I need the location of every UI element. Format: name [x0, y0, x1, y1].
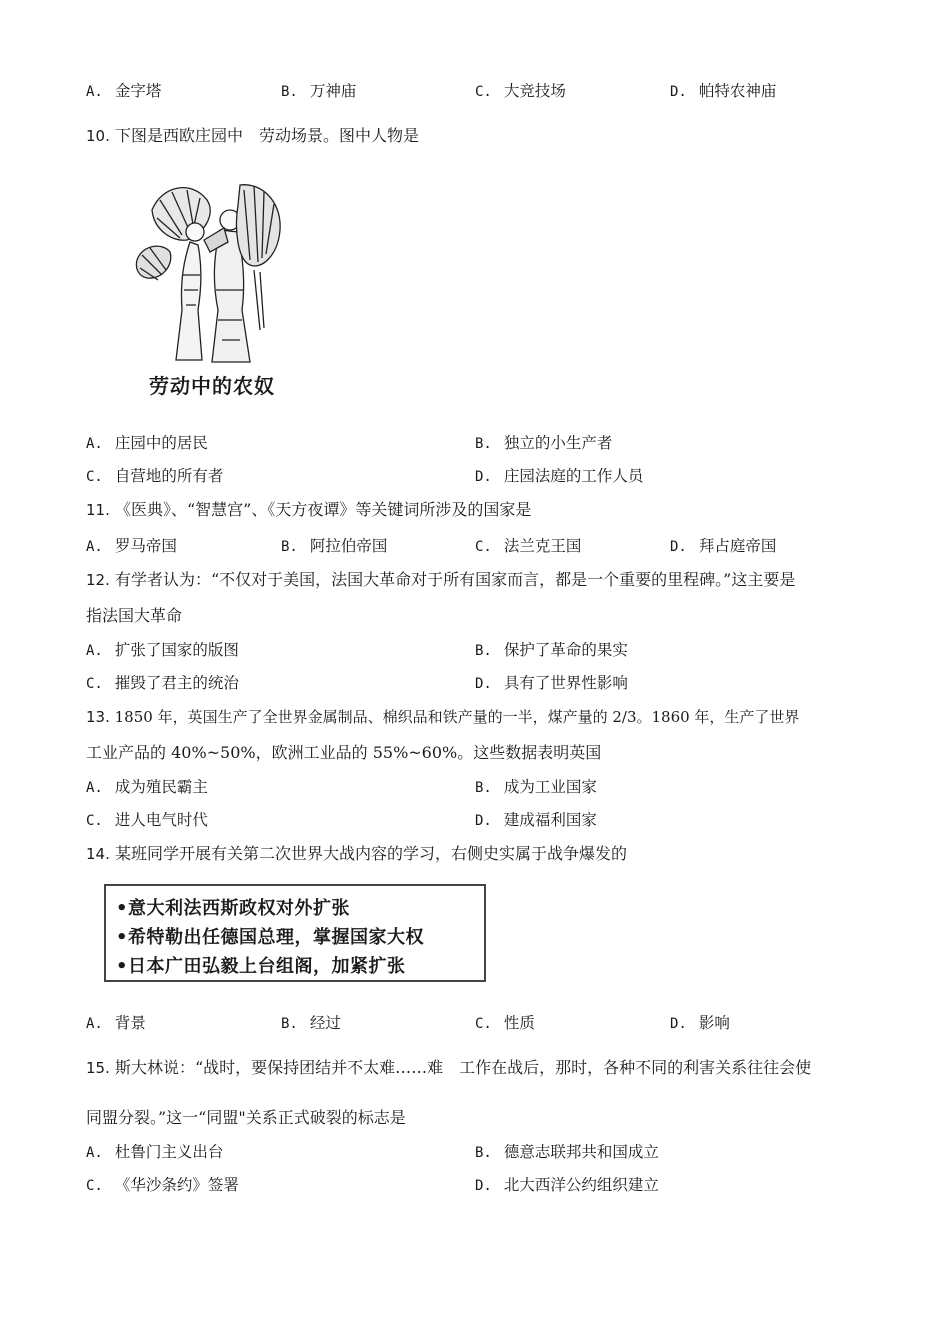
- q13-stem-line2: 工业产品的 40%~50%，欧洲工业品的 55%~60%。这些数据表明英国: [86, 743, 602, 762]
- q12-option-a: A. 扩张了国家的版图: [86, 641, 239, 659]
- q15-option-d: D. 北大西洋公约组织建立: [475, 1176, 659, 1194]
- q9-option-b: B. 万神庙: [281, 82, 357, 100]
- q11-option-b: B. 阿拉伯帝国: [281, 537, 388, 555]
- q15-option-b: B. 德意志联邦共和国成立: [475, 1143, 659, 1161]
- fact-item: •希特勒出任德国总理，掌握国家大权: [116, 927, 425, 948]
- q10-option-b: B. 独立的小生产者: [475, 434, 613, 452]
- serf-drawing: [132, 180, 292, 365]
- q13-option-a: A. 成为殖民霸主: [86, 778, 208, 796]
- q11-option-c: C. 法兰克王国: [475, 537, 582, 555]
- fact-item: •意大利法西斯政权对外扩张: [116, 898, 351, 919]
- q9-option-d: D. 帕特农神庙: [670, 82, 777, 100]
- q15-option-a: A. 杜鲁门主义出台: [86, 1143, 224, 1161]
- q15-stem-line1: 15. 斯大林说：“战时，要保持团结并不太难……难 工作在战后，那时，各种不同的利害关系往往会使: [86, 1058, 812, 1077]
- q12-stem-line2: 指法国大革命: [86, 606, 183, 625]
- q12-option-b: B. 保护了革命的果实: [475, 641, 628, 659]
- q14-stem: 14. 某班同学开展有关第二次世界大战内容的学习，右侧史实属于战争爆发的: [86, 844, 627, 863]
- q14-option-b: B. 经过: [281, 1014, 341, 1032]
- q15-option-c: C. 《华沙条约》签署: [86, 1176, 239, 1194]
- q11-stem: 11. 《医典》、“智慧宫”、《天方夜谭》等关键词所涉及的国家是: [86, 500, 532, 519]
- q10-option-d: D. 庄园法庭的工作人员: [475, 467, 644, 485]
- q11-option-d: D. 拜占庭帝国: [670, 537, 777, 555]
- q15-stem-line2: 同盟分裂。”这一“同盟"关系正式破裂的标志是: [86, 1108, 406, 1127]
- q13-option-b: B. 成为工业国家: [475, 778, 597, 796]
- q12-stem-line1: 12. 有学者认为：“不仅对于美国，法国大革命对于所有国家而言，都是一个重要的里程碑。”这主要是: [86, 570, 796, 589]
- fact-item: •日本广田弘毅上台组阁，加紧扩张: [116, 956, 406, 977]
- q13-option-d: D. 建成福利国家: [475, 811, 597, 829]
- q14-option-c: C. 性质: [475, 1014, 535, 1032]
- q12-option-c: C. 摧毁了君主的统治: [86, 674, 239, 692]
- q12-option-d: D. 具有了世界性影响: [475, 674, 628, 692]
- q10-stem: 10. 下图是西欧庄园中 劳动场景。图中人物是: [86, 126, 419, 145]
- history-facts-box: [104, 884, 486, 982]
- figure-caption: 劳动中的农奴: [149, 374, 275, 398]
- q14-option-a: A. 背景: [86, 1014, 146, 1032]
- q10-option-a: A. 庄园中的居民: [86, 434, 208, 452]
- q11-option-a: A. 罗马帝国: [86, 537, 177, 555]
- serf-illustration: [132, 180, 292, 402]
- q14-option-d: D. 影响: [670, 1014, 730, 1032]
- q9-option-c: C. 大竞技场: [475, 82, 566, 100]
- q13-option-c: C. 进人电气时代: [86, 811, 208, 829]
- q13-stem-line1: 13. 1850 年，英国生产了全世界金属制品、棉织品和铁产量的一半，煤产量的 2/3。1860 年，生产了世界: [86, 708, 800, 726]
- q9-option-a: A. 金字塔: [86, 82, 162, 100]
- q10-option-c: C. 自营地的所有者: [86, 467, 224, 485]
